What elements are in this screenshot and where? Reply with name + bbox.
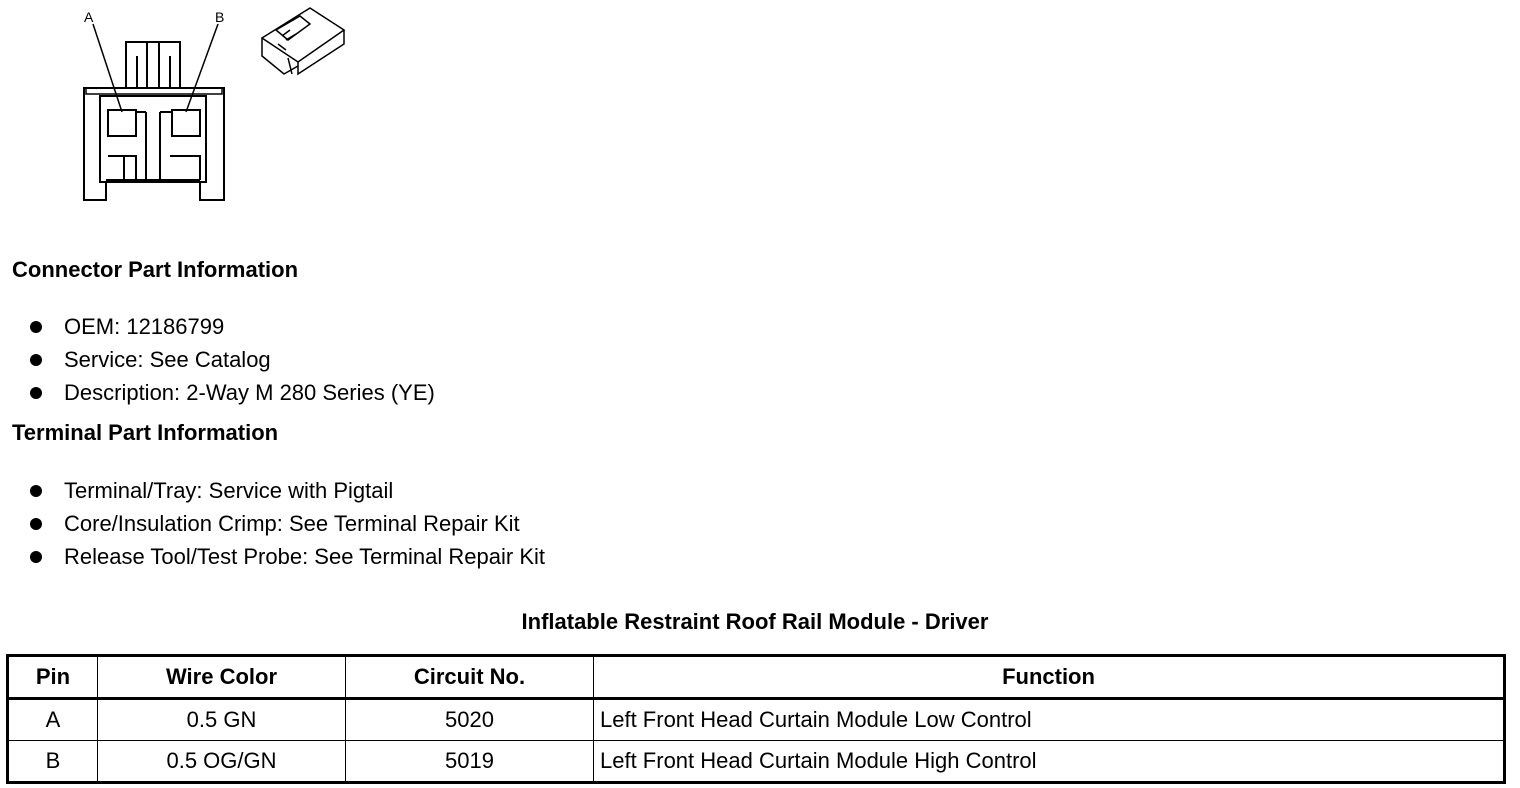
bullet-icon	[30, 485, 42, 497]
cell-wire-color: 0.5 GN	[98, 699, 346, 741]
bullet-icon	[30, 518, 42, 530]
terminal-part-info-heading: Terminal Part Information	[12, 420, 279, 445]
list-item	[28, 376, 435, 409]
list-item-text: Core/Insulation Crimp: See Terminal Repair Kit	[64, 510, 520, 536]
bullet-icon	[30, 321, 42, 333]
bullet-icon	[30, 354, 42, 366]
header-function: Function	[594, 656, 1505, 699]
list-item-text: Description: 2-Way M 280 Series (YE)	[64, 379, 435, 405]
list-item-text: Service: See Catalog	[64, 346, 271, 372]
connector-iso-icon	[262, 8, 344, 74]
list-item-text: Release Tool/Test Probe: See Terminal Repair Kit	[64, 543, 545, 569]
header-wire-color: Wire Color	[98, 656, 346, 699]
table-row	[8, 699, 1505, 741]
table-row	[8, 741, 1505, 783]
pin-label-a: A	[84, 9, 94, 25]
cell-function: Left Front Head Curtain Module Low Control	[594, 699, 1505, 741]
cell-pin: B	[8, 741, 98, 783]
header-pin: Pin	[8, 656, 98, 699]
cell-wire-color: 0.5 OG/GN	[98, 741, 346, 783]
cell-function: Left Front Head Curtain Module High Control	[594, 741, 1505, 783]
bullet-icon	[30, 387, 42, 399]
list-item	[28, 474, 545, 507]
pin-label-b: B	[215, 9, 225, 25]
list-item	[28, 310, 435, 343]
table-header-row	[8, 656, 1505, 699]
connector-face-diagram	[60, 0, 360, 215]
cell-circuit: 5020	[346, 699, 594, 741]
pinout-table	[6, 654, 1506, 784]
list-item	[28, 343, 435, 376]
terminal-part-info-list	[28, 474, 545, 573]
cell-circuit: 5019	[346, 741, 594, 783]
connector-part-info-heading: Connector Part Information	[12, 257, 299, 282]
list-item	[28, 507, 545, 540]
table-title: Inflatable Restraint Roof Rail Module - Driver	[521, 609, 989, 634]
connector-part-info-list	[28, 310, 435, 409]
list-item-text: OEM: 12186799	[64, 313, 225, 339]
list-item-text: Terminal/Tray: Service with Pigtail	[64, 477, 394, 503]
bullet-icon	[30, 551, 42, 563]
list-item	[28, 540, 545, 573]
cell-pin: A	[8, 699, 98, 741]
header-circuit-no: Circuit No.	[346, 656, 594, 699]
